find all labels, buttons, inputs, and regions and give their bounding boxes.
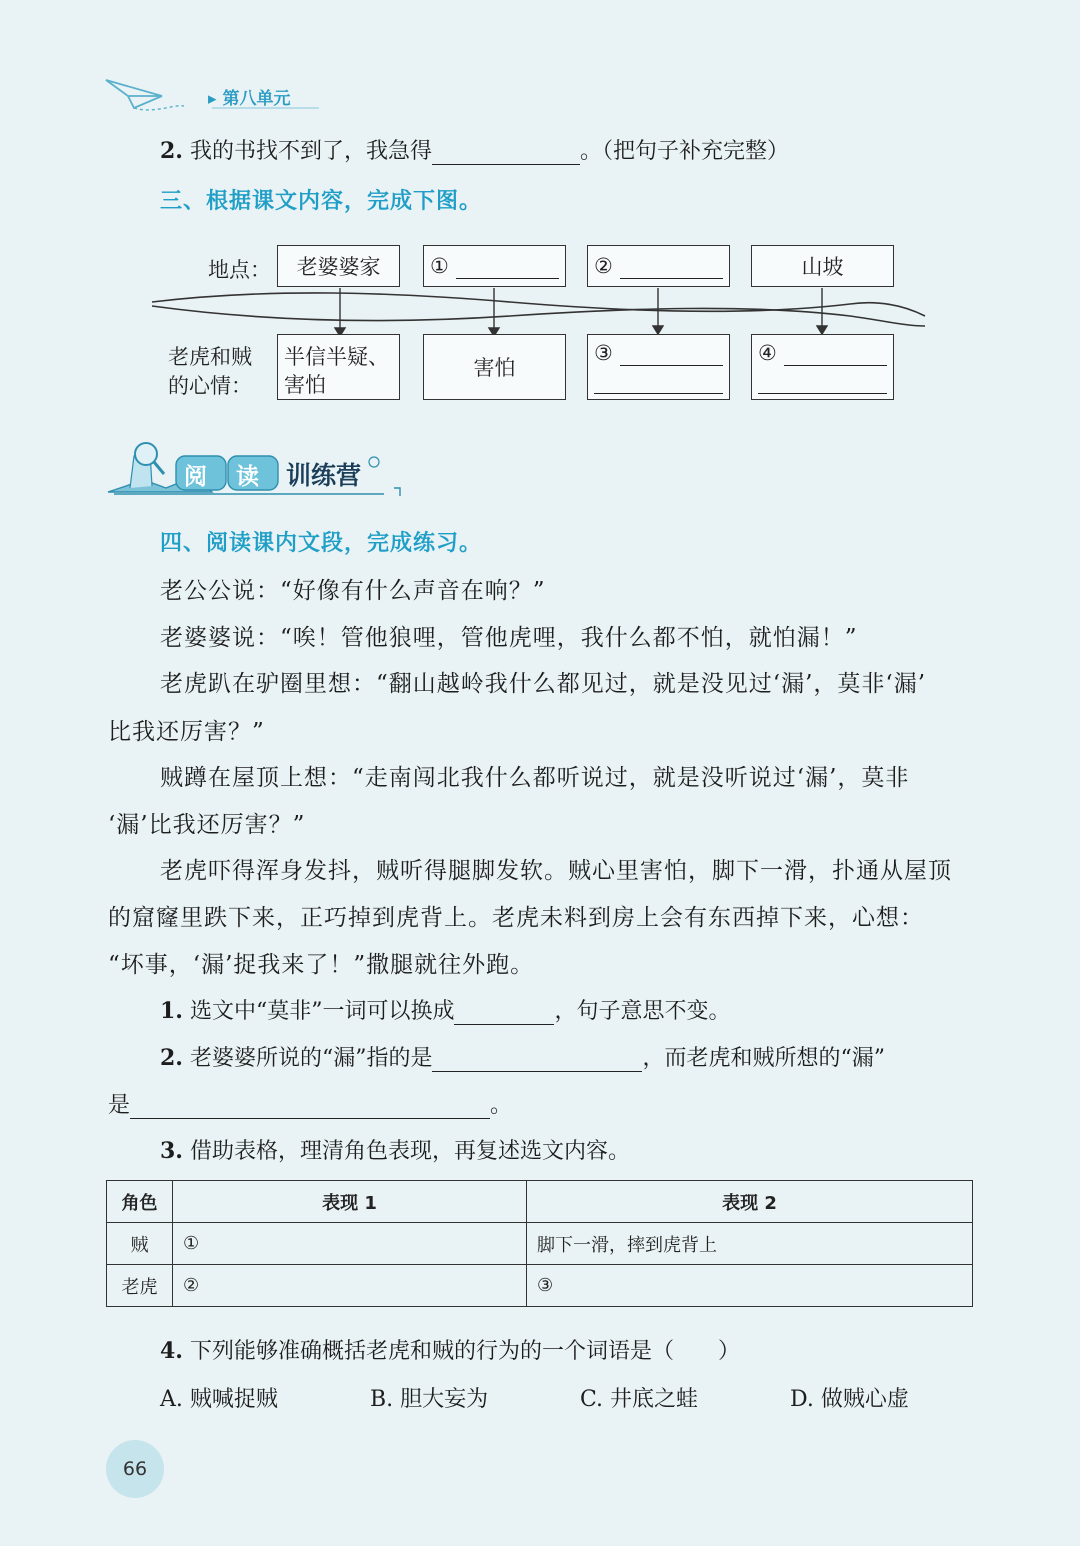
badge-read-1: 阅 — [184, 464, 207, 490]
passage-line: 老虎趴在驴圈里想：“翻山越岭我什么都见过，就是没见过‘漏’，莫非‘漏’ — [160, 671, 927, 697]
table-row: 老虎 ② ③ — [107, 1265, 973, 1307]
place-box-3[interactable]: ② — [587, 245, 730, 287]
answer-blank[interactable] — [454, 1000, 554, 1025]
table-header: 表现 1 — [173, 1181, 527, 1223]
passage-line: 的窟窿里跌下来，正巧掉到虎背上。老虎未料到房上会有东西掉下来，心想： — [108, 905, 924, 931]
badge-read-2: 读 — [236, 464, 259, 490]
unit-title: ▸ 第八单元 — [208, 89, 291, 109]
option-a[interactable]: A. 贼喊捉贼 — [160, 1387, 278, 1412]
place-label: 地点： — [208, 258, 271, 282]
role-table — [106, 1180, 973, 1307]
table-header: 表现 2 — [527, 1181, 973, 1223]
passage-line: 老虎吓得浑身发抖，贼听得腿脚发软。贼心里害怕，脚下一滑，扑通从屋顶 — [160, 858, 952, 884]
passage-line: 贼蹲在屋顶上想：“走南闯北我什么都听说过，就是没听说过‘漏’，莫非 — [160, 765, 910, 791]
mood-box-3[interactable]: ③ — [587, 334, 730, 400]
mood-label-line-2: 的心情： — [168, 374, 252, 398]
question-4: 4. 下列能够准确概括老虎和贼的行为的一个词语是（ ） — [160, 1338, 740, 1364]
place-box-4: 山坡 — [751, 245, 894, 287]
mood-label-line-1: 老虎和贼 — [168, 345, 252, 369]
question-2: 2. 老婆婆所说的“漏”指的是 ，而老虎和贼所想的“漏” — [160, 1045, 885, 1071]
answer-blank[interactable] — [432, 140, 580, 165]
passage-line: 老公公说：“好像有什么声音在响？” — [160, 578, 546, 604]
place-box-2[interactable]: ① — [423, 245, 566, 287]
question-2-fill: 2. 我的书找不到了，我急得 。（把句子补充完整） — [160, 138, 789, 164]
section-4-title: 四、阅读课内文段，完成练习。 — [160, 531, 483, 556]
answer-blank[interactable] — [432, 1047, 642, 1072]
table-header: 角色 — [107, 1181, 173, 1223]
passage-line: ‘漏’比我还厉害？” — [108, 812, 306, 838]
option-b[interactable]: B. 胆大妄为 — [370, 1387, 489, 1412]
question-2-cont: 是 。 — [108, 1093, 513, 1118]
section-3-title: 三、根据课文内容，完成下图。 — [160, 189, 483, 214]
place-box-1: 老婆婆家 — [277, 245, 400, 287]
mood-box-2: 害怕 — [423, 334, 566, 400]
page-number: 66 — [106, 1440, 164, 1498]
option-d[interactable]: D. 做贼心虚 — [790, 1387, 909, 1412]
answer-blank[interactable] — [130, 1094, 490, 1119]
passage-line: 老婆婆说：“唉！管他狼哩，管他虎哩，我什么都不怕，就怕漏！” — [160, 625, 858, 651]
question-3: 3. 借助表格，理清角色表现，再复述选文内容。 — [160, 1138, 630, 1164]
passage-line: 比我还厉害？” — [108, 719, 265, 745]
passage-line: “坏事，‘漏’捉我来了！”撒腿就往外跑。 — [108, 952, 535, 978]
mood-box-4[interactable]: ④ — [751, 334, 894, 400]
table-row: 贼 ① 脚下一滑，摔到虎背上 — [107, 1223, 973, 1265]
question-1: 1. 选文中“莫非”一词可以换成 ，句子意思不变。 — [160, 998, 731, 1024]
banner-title: 训练营 — [286, 461, 362, 490]
option-c[interactable]: C. 井底之蛙 — [580, 1387, 699, 1412]
mood-box-1: 半信半疑、 害怕 — [277, 334, 400, 400]
